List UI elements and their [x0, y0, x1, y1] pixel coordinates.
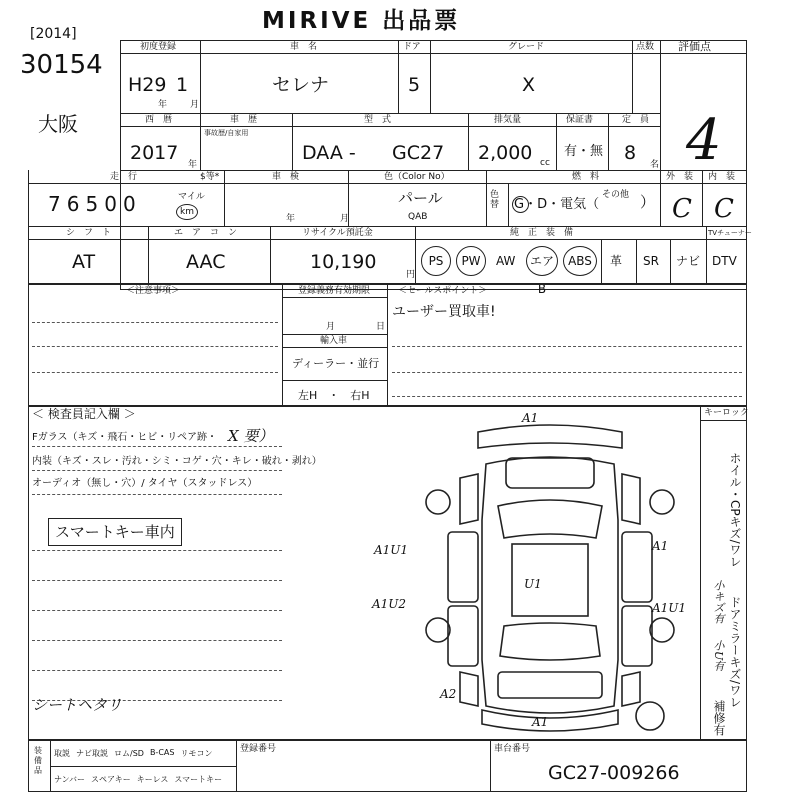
chassis-label: 車台番号 — [494, 744, 531, 754]
mileage-digit: 0 — [122, 192, 136, 216]
history-sub: 事故歴/自家用 — [204, 129, 249, 137]
interior-label: 内 装 — [708, 172, 736, 182]
capacity-label: 定 員 — [622, 115, 650, 125]
km-circled: km — [176, 204, 198, 220]
shift-label: シ フ ト — [66, 228, 112, 238]
accessory-item: リモコン — [180, 749, 213, 758]
doors-value: 5 — [408, 74, 421, 96]
damage-mark-rear-corner: A2 — [440, 687, 457, 701]
color-code: QAB — [408, 212, 428, 222]
fuel-label: 燃 料 — [572, 172, 600, 182]
repair-label: 補修有 — [712, 700, 726, 736]
recycle-label: リサイクル預託金 — [302, 228, 373, 238]
import-value: ディーラー・並行 — [292, 357, 380, 370]
doors-label: ドア — [403, 42, 421, 52]
tuner-label: TVチューナー — [708, 229, 752, 237]
accessory-item: キーレス — [136, 775, 169, 784]
damage-mark-roof: U1 — [524, 577, 542, 591]
sales-point: ユーザー買取車! — [392, 304, 496, 320]
damage-mark-right-front: A1 — [652, 539, 669, 553]
accessory-item: ナビ取説 — [76, 749, 108, 758]
inspector-interior: 内装（キズ・スレ・汚れ・シミ・コゲ・穴・キレ・破れ・剥れ） — [32, 456, 322, 467]
mileage-label: 走 行 — [110, 172, 138, 182]
aircon-label: エ ア コ ン — [174, 228, 238, 238]
registration-label: 登録義務有効期限 — [298, 286, 371, 296]
equip-airbag: エアB — [526, 246, 558, 276]
model-label: 型 式 — [364, 115, 392, 125]
smartkey-stamp: スマートキー車内 — [48, 518, 182, 546]
accessory-item: ナンバー — [54, 775, 86, 784]
model-code: GC27 — [392, 142, 445, 164]
interior-grade: C — [714, 194, 734, 224]
first-reg-month-unit: 月 — [190, 100, 200, 110]
recycle-value: 10,190 — [310, 251, 377, 273]
model-prefix: DAA - — [302, 142, 356, 164]
fuel-gas-circle — [512, 196, 529, 213]
shift-value: AT — [72, 251, 96, 273]
grade-value: X — [522, 74, 536, 96]
auction-title: MIRIVE 出品票 — [262, 8, 461, 34]
tuner-value: DTV — [712, 254, 737, 268]
accessories-label: 装備品 — [34, 746, 42, 775]
car-name: セレナ — [272, 74, 330, 96]
year-tag: [2014] — [30, 26, 77, 42]
fuel-other: その他 — [602, 190, 630, 200]
keylock-hand-note-2: 小U有 — [712, 640, 725, 672]
rank-label: 点数 — [636, 42, 655, 52]
grade-label: グレード — [508, 42, 545, 52]
equip-sunroof: SR — [643, 254, 659, 268]
fuel-value: G・D・電気（ — [514, 197, 600, 212]
registration-day: 日 — [376, 322, 386, 332]
equip-leather: 革 — [610, 254, 623, 268]
accessory-item: スマートキー — [174, 775, 223, 784]
wheel-cp-label: ホイル・CPキズ/ワレ — [728, 452, 742, 568]
equip-navi: ナビ — [676, 254, 701, 268]
inspector-title: ＜ 検査員記入欄 ＞ — [32, 407, 136, 421]
first-reg-month: 1 — [176, 74, 189, 96]
recycle-unit: 円 — [406, 270, 416, 280]
first-reg-era: H29 — [128, 74, 167, 96]
accessory-item: ロム/SD — [114, 749, 144, 758]
mileage-unit-label: $等* — [200, 172, 220, 182]
handle-value: 左H ・ 右H — [298, 389, 370, 402]
mileage-digits — [48, 192, 136, 216]
displacement-unit: cc — [540, 158, 550, 168]
inspection-year: 年 — [286, 214, 296, 224]
equip-ps: PS — [421, 246, 451, 276]
mirror-label: ドアミラーキズ/ワレ — [728, 596, 742, 709]
keylock-label: キーロック — [704, 408, 749, 418]
row4-frame — [28, 226, 747, 284]
inspector-glass-hand: X 要） — [228, 427, 274, 445]
damage-mark-right-rear: A1U1 — [652, 601, 687, 615]
score-label: 評価点 — [678, 40, 711, 53]
mile-label: マイル — [178, 192, 205, 202]
capacity-unit: 名 — [650, 160, 660, 170]
accessory-row-1 — [54, 748, 212, 759]
score-handwritten: 4 — [686, 108, 722, 173]
mileage-digit: 6 — [66, 192, 80, 216]
capacity-value: 8 — [624, 142, 637, 164]
reg-number-label: 登録番号 — [240, 744, 277, 754]
color-change-label: 色替 — [490, 190, 500, 210]
year-label: 西 暦 — [145, 115, 173, 125]
lot-number: 30154 — [20, 50, 103, 80]
inspector-glass: Fガラス（キズ・飛石・ヒビ・リペア跡・ — [32, 432, 218, 443]
mileage-digit: 7 — [48, 192, 61, 216]
exterior-grade: C — [672, 194, 692, 224]
displacement-value: 2,000 — [478, 142, 533, 164]
venue-name: 大阪 — [38, 112, 78, 136]
first-reg-year-unit: 年 — [158, 100, 168, 110]
fuel-close: ） — [640, 193, 656, 211]
car-diagram — [420, 420, 680, 738]
exterior-label: 外 装 — [666, 172, 694, 182]
mileage-digit: 5 — [85, 192, 99, 216]
accessory-item: スペアキー — [91, 775, 131, 784]
damage-mark-left-rear: A1U2 — [372, 597, 407, 611]
model-year-unit: 年 — [188, 160, 198, 170]
keylock-hand-note-1: 小キズ有 — [712, 580, 725, 624]
equipment-label: 純 正 装 備 — [510, 228, 574, 238]
caution-label: ＜注意事項＞ — [126, 286, 181, 296]
accessory-row-2 — [54, 774, 222, 785]
handwritten-note: シートヘタリ — [32, 696, 123, 714]
chassis-number: GC27-009266 — [548, 762, 680, 784]
registration-month: 月 — [326, 322, 336, 332]
sales-label: ＜セールスポイント＞ — [398, 286, 488, 296]
car-name-label: 車 名 — [290, 42, 318, 52]
aircon-value: AAC — [186, 251, 226, 273]
mileage-digit: 0 — [104, 192, 117, 216]
inspector-audio: オーディオ（無し・穴）/ タイヤ（スタッドレス） — [32, 478, 258, 489]
equip-pw: PW — [456, 246, 486, 276]
accessory-item: B-CAS — [149, 748, 175, 757]
warranty-value: 有・無 — [564, 144, 604, 159]
color-value: パール — [398, 189, 443, 207]
damage-mark-rear: A1 — [532, 715, 549, 729]
warranty-label: 保証書 — [566, 115, 594, 125]
history-label: 車 歴 — [230, 115, 258, 125]
inspection-label: 車 検 — [272, 172, 300, 182]
first-reg-label: 初度登録 — [140, 42, 177, 52]
equip-abs: ABS — [563, 246, 597, 276]
color-label: 色（Color No） — [384, 172, 450, 182]
inspection-month: 月 — [340, 214, 350, 224]
damage-mark-front: A1 — [522, 411, 539, 425]
model-year: 2017 — [130, 142, 179, 164]
import-label: 輸入車 — [320, 336, 348, 346]
displacement-label: 排気量 — [494, 115, 522, 125]
damage-mark-left-front: A1U1 — [374, 543, 409, 557]
equip-aw: AW — [496, 254, 516, 268]
accessory-item: 取説 — [54, 749, 70, 758]
